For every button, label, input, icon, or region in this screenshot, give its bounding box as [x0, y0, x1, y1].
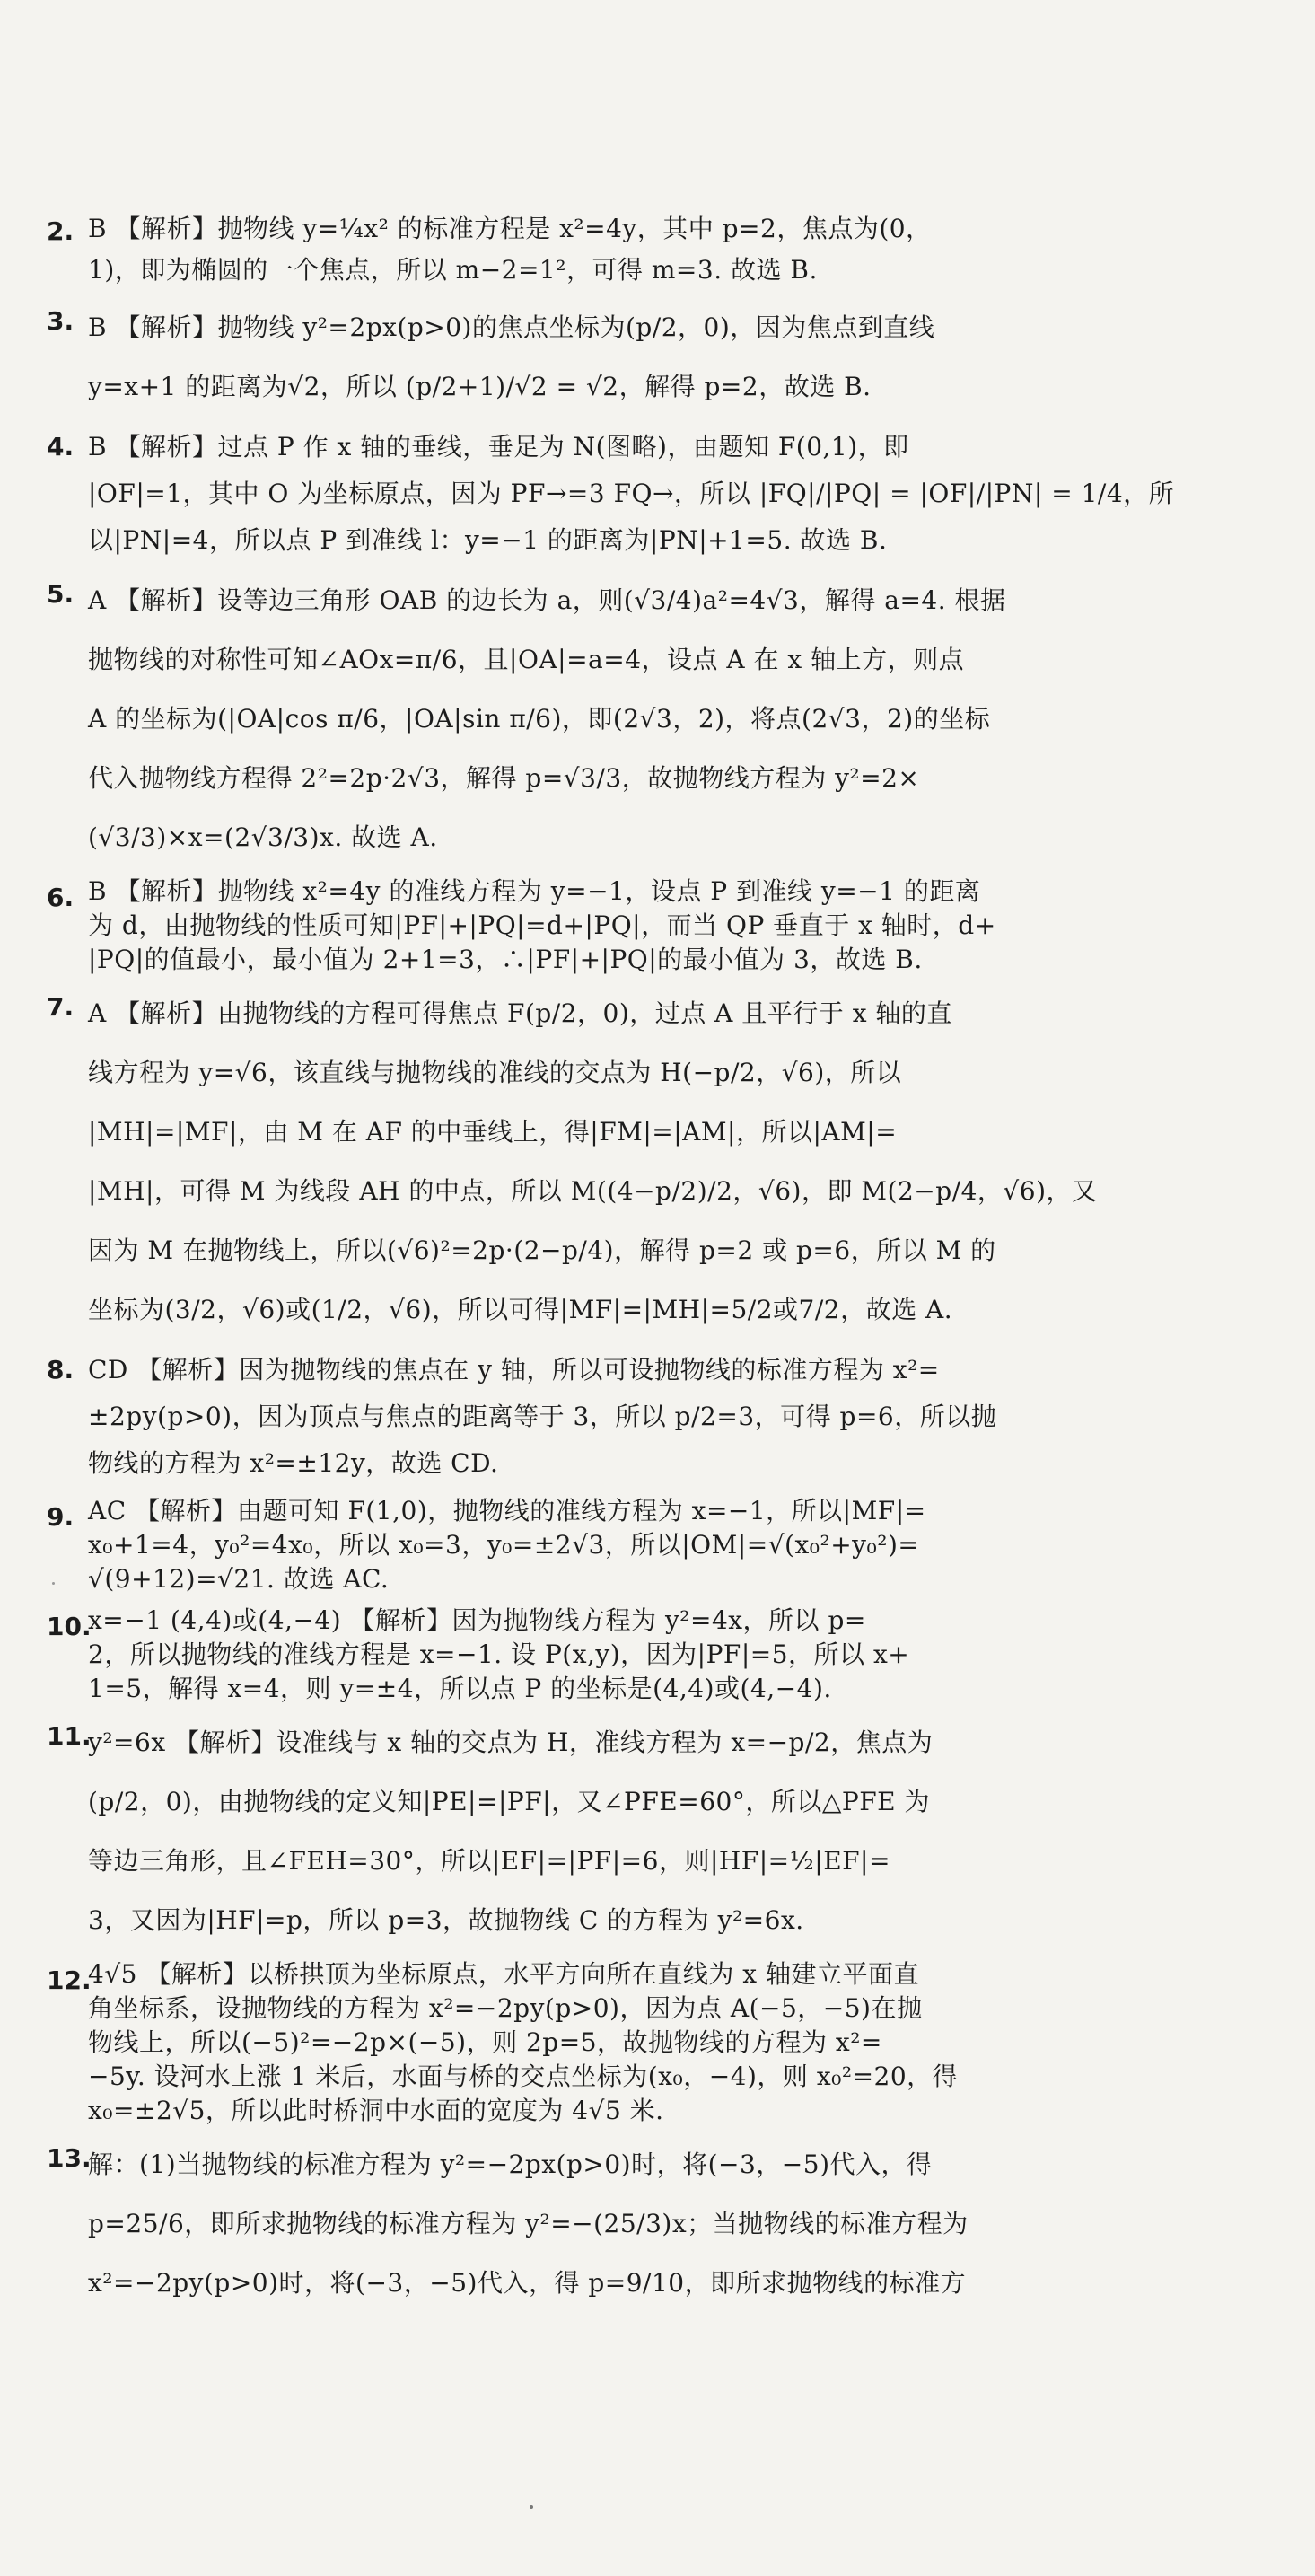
item-body — [88, 208, 1016, 291]
text-line: |MH|=|MF|，由 M 在 AF 的中垂线上，得|FM|=|AM|，所以|AM|= — [88, 1117, 898, 1147]
text-line: 角坐标系，设抛物线的方程为 x²=−2py(p>0)，因为点 A(−5，−5)在抛 — [88, 1993, 923, 2023]
answer-item-4 — [47, 424, 1175, 564]
answer-list — [47, 208, 1175, 2320]
text-line: CD 【解析】因为抛物线的焦点在 y 轴，所以可设抛物线的标准方程为 x²= — [88, 1355, 940, 1385]
item-number: 10. — [47, 1612, 92, 1641]
text-line: 1=5，解得 x=4，则 y=±4，所以点 P 的坐标是(4,4)或(4,−4). — [88, 1674, 832, 1703]
answer-item-2 — [47, 208, 1016, 291]
item-number: 3. — [47, 306, 75, 336]
text-line: y=x+1 的距离为√2，所以 (p/2+1)/√2 = √2，解得 p=2，故选 B. — [88, 372, 872, 401]
text-line: −5y. 设河水上涨 1 米后，水面与桥的交点坐标为(x₀，−4)，则 x₀²=20，得 — [88, 2062, 959, 2091]
item-number: 2. — [47, 216, 75, 246]
text-line: 抛物线的对称性可知∠AOx=π/6，且|OA|=a=4，设点 A 在 x 轴上方，则点 — [88, 645, 965, 674]
text-line: 等边三角形，且∠FEH=30°，所以|EF|=|PF|=6，则|HF|=½|EF|= — [88, 1846, 890, 1876]
text-line: |MH|，可得 M 为线段 AH 的中点，所以 M((4−p/2)/2，√6)，即 M(2−p/4，√6)，又 — [88, 1176, 1098, 1206]
text-line: (p/2，0)，由抛物线的定义知|PE|=|PF|，又∠PFE=60°，所以△PFE 为 — [88, 1787, 930, 1816]
text-line: A 【解析】由抛物线的方程可得焦点 F(p/2，0)，过点 A 且平行于 x 轴的直 — [88, 998, 952, 1028]
text-line: A 【解析】设等边三角形 OAB 的边长为 a，则(√3/4)a²=4√3，解得 a=4. 根据 — [88, 585, 1006, 615]
item-number: 4. — [47, 432, 75, 462]
item-body — [88, 1604, 1016, 1706]
answer-item-9 — [47, 1494, 1016, 1596]
text-line: B 【解析】抛物线 y=¼x² 的标准方程是 x²=4y，其中 p=2，焦点为(0， — [88, 214, 932, 243]
scan-speck — [530, 2505, 533, 2509]
text-line: 因为 M 在抛物线上，所以(√6)²=2p·(2−p/4)，解得 p=2 或 p=6，所以 M 的 — [88, 1235, 996, 1265]
text-line: x₀+1=4，y₀²=4x₀，所以 x₀=3，y₀=±2√3，所以|OM|=√(x₀²+y₀²)= — [88, 1530, 920, 1560]
text-line: 为 d，由抛物线的性质可知|PF|+|PQ|=d+|PQ|，而当 QP 垂直于 x 轴时，d+ — [88, 910, 996, 940]
text-line: y²=6x 【解析】设准线与 x 轴的交点为 H，准线方程为 x=−p/2，焦点为 — [88, 1728, 934, 1757]
item-number: 12. — [47, 1965, 92, 1995]
text-line: 代入抛物线方程得 2²=2p·2√3，解得 p=√3/3，故抛物线方程为 y²=2× — [88, 763, 920, 793]
scan-speck — [52, 1582, 55, 1585]
item-number: 8. — [47, 1355, 75, 1385]
text-line: 1)，即为椭圆的一个焦点，所以 m−2=1²，可得 m=3. 故选 B. — [88, 255, 818, 285]
answer-item-10 — [47, 1604, 1016, 1706]
text-line: 4√5 【解析】以桥拱顶为坐标原点，水平方向所在直线为 x 轴建立平面直 — [88, 1959, 919, 1989]
answer-item-13 — [47, 2135, 1016, 2313]
answer-item-6 — [47, 875, 1016, 977]
text-line: |PQ|的值最小，最小值为 2+1=3，∴|PF|+|PQ|的最小值为 3，故选 B. — [88, 945, 923, 974]
answer-item-11 — [47, 1713, 1016, 1950]
text-line: 坐标为(3/2，√6)或(1/2，√6)，所以可得|MF|=|MH|=5/2或7/2，故选 A. — [88, 1295, 953, 1324]
text-line: 2，所以抛物线的准线方程是 x=−1. 设 P(x,y)，因为|PF|=5，所以 x+ — [88, 1640, 910, 1669]
text-line: p=25/6，即所求抛物线的标准方程为 y²=−(25/3)x；当抛物线的标准方程为 — [88, 2209, 969, 2238]
text-line: B 【解析】过点 P 作 x 轴的垂线，垂足为 N(图略)，由题知 F(0,1)，即 — [88, 432, 909, 462]
text-line: x=−1 (4,4)或(4,−4) 【解析】因为抛物线方程为 y²=4x，所以 p= — [88, 1605, 866, 1635]
text-line: x²=−2py(p>0)时，将(−3，−5)代入，得 p=9/10，即所求抛物线的标准方 — [88, 2268, 967, 2298]
answer-item-12 — [47, 1957, 1016, 2128]
text-line: B 【解析】抛物线 x²=4y 的准线方程为 y=−1，设点 P 到准线 y=−1 的距离 — [88, 876, 981, 906]
item-body — [88, 1957, 1016, 2128]
text-line: √(9+12)=√21. 故选 AC. — [88, 1564, 390, 1594]
text-line: 解：(1)当抛物线的标准方程为 y²=−2px(p>0)时，将(−3，−5)代入，得 — [88, 2150, 933, 2179]
text-line: |OF|=1，其中 O 为坐标原点，因为 PF→=3 FQ→，所以 |FQ|/|PQ| = |OF|/|PN| = 1/4，所 — [88, 479, 1175, 508]
item-body — [88, 1713, 1016, 1950]
text-line: x₀=±2√5，所以此时桥洞中水面的宽度为 4√5 米. — [88, 2096, 664, 2125]
text-line: 线方程为 y=√6，该直线与抛物线的准线的交点为 H(−p/2，√6)，所以 — [88, 1058, 902, 1087]
text-line: AC 【解析】由题可知 F(1,0)，抛物线的准线方程为 x=−1，所以|MF|= — [88, 1496, 926, 1525]
text-line: 物线的方程为 x²=±12y，故选 CD. — [88, 1448, 499, 1478]
answer-item-8 — [47, 1347, 1016, 1487]
item-number: 13. — [47, 2143, 92, 2173]
item-body — [88, 424, 1174, 564]
item-number: 9. — [47, 1502, 75, 1532]
item-body — [88, 1494, 1016, 1596]
item-body — [88, 298, 1016, 417]
item-body — [88, 875, 1016, 977]
text-line: ±2py(p>0)，因为顶点与焦点的距离等于 3，所以 p/2=3，可得 p=6，所以抛 — [88, 1402, 997, 1431]
item-body — [88, 2135, 1016, 2313]
item-body — [88, 1347, 1016, 1487]
answer-item-7 — [47, 984, 1098, 1340]
item-number: 5. — [47, 579, 75, 609]
text-line: (√3/3)×x=(2√3/3)x. 故选 A. — [88, 822, 438, 852]
text-line: 物线上，所以(−5)²=−2p×(−5)，则 2p=5，故抛物线的方程为 x²= — [88, 2027, 882, 2057]
answer-item-5 — [47, 571, 1016, 867]
item-number: 11. — [47, 1721, 92, 1751]
item-body — [88, 571, 1016, 867]
text-line: 以|PN|=4，所以点 P 到准线 l：y=−1 的距离为|PN|+1=5. 故选 B. — [88, 525, 888, 555]
item-body — [88, 984, 1098, 1340]
item-number: 6. — [47, 883, 75, 912]
text-line: B 【解析】抛物线 y²=2px(p>0)的焦点坐标为(p/2，0)，因为焦点到直线 — [88, 312, 935, 342]
text-line: A 的坐标为(|OA|cos π/6，|OA|sin π/6)，即(2√3，2)，将点(2√3，2)的坐标 — [88, 704, 991, 734]
text-line: 3，又因为|HF|=p，所以 p=3，故抛物线 C 的方程为 y²=6x. — [88, 1905, 804, 1935]
answer-item-3 — [47, 298, 1016, 417]
item-number: 7. — [47, 992, 75, 1022]
